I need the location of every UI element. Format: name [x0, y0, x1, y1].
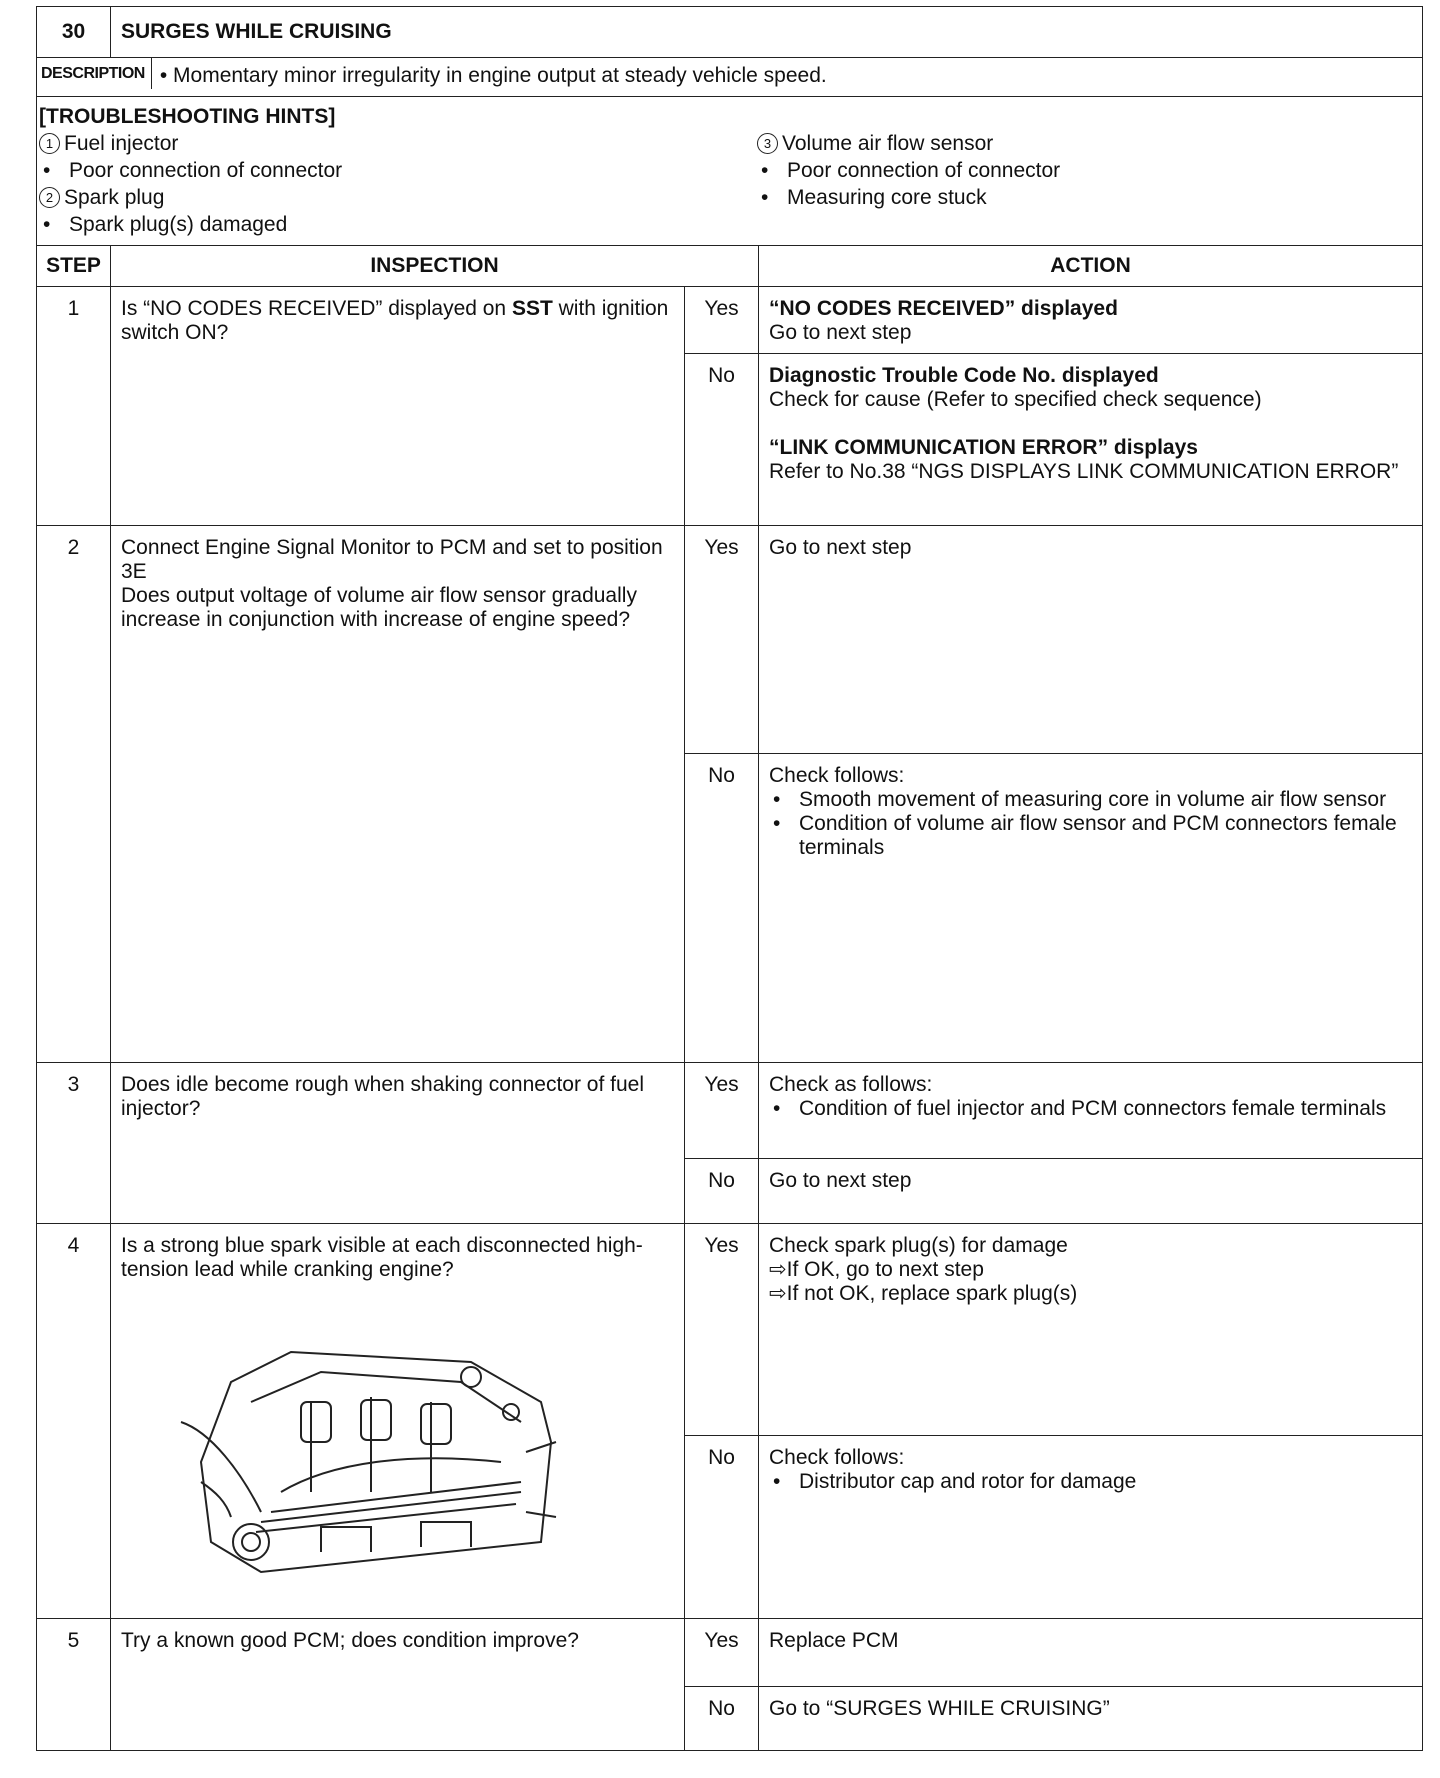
step-number: 5: [37, 1619, 111, 1751]
header-row: [37, 7, 1423, 58]
circled-number: 1: [39, 133, 60, 154]
circled-number: 3: [757, 133, 778, 154]
arrow-right-icon: ⇨: [769, 1282, 787, 1305]
table-row: [37, 526, 1423, 754]
description-label: DESCRIPTION: [37, 58, 152, 89]
inspection-cell: Is a strong blue spark visible at each disconnected high-tension lead while cranking engine?: [111, 1224, 685, 1619]
action-cell: Check spark plug(s) for damage ⇨If OK, go to next step ⇨If not OK, replace spark plug(s): [759, 1224, 1423, 1436]
step-column-header: STEP: [37, 246, 111, 287]
hints-row: [37, 97, 1423, 246]
engine-diagram: [171, 1342, 561, 1582]
hint-detail: • Measuring core stuck: [757, 184, 1060, 211]
hint-item: 2 Spark plug: [39, 184, 342, 211]
step-number: 1: [37, 287, 111, 526]
troubleshooting-table: [36, 6, 1423, 1751]
circled-number: 2: [39, 187, 60, 208]
no-label: No: [685, 1436, 759, 1619]
yes-label: Yes: [685, 287, 759, 354]
no-label: No: [685, 354, 759, 526]
inspection-cell: Try a known good PCM; does condition improve?: [111, 1619, 685, 1751]
description-text: • Momentary minor irregularity in engine output at steady vehicle speed.: [159, 64, 827, 87]
no-label: No: [685, 1687, 759, 1751]
yes-label: Yes: [685, 526, 759, 754]
step-number: 4: [37, 1224, 111, 1619]
action-cell: Go to “SURGES WHILE CRUISING”: [759, 1687, 1423, 1751]
column-header-row: [37, 246, 1423, 287]
table-row: [37, 1619, 1423, 1687]
table-row: [37, 1063, 1423, 1159]
inspection-column-header: INSPECTION: [111, 246, 759, 287]
table-row: [37, 287, 1423, 354]
action-cell: “NO CODES RECEIVED” displayed Go to next step: [759, 287, 1423, 354]
yes-label: Yes: [685, 1063, 759, 1159]
action-column-header: ACTION: [759, 246, 1423, 287]
yes-label: Yes: [685, 1619, 759, 1687]
no-label: No: [685, 1159, 759, 1224]
arrow-right-icon: ⇨: [769, 1258, 787, 1281]
hint-detail: • Spark plug(s) damaged: [39, 211, 342, 238]
inspection-cell: Is “NO CODES RECEIVED” displayed on SST with ignition switch ON?: [111, 287, 685, 526]
inspection-cell: Connect Engine Signal Monitor to PCM and set to position 3E Does output voltage of volume air flow sensor gradually increase in conjunction with increase of engine speed?: [111, 526, 685, 1063]
hint-item: 3 Volume air flow sensor: [757, 130, 1060, 157]
yes-label: Yes: [685, 1224, 759, 1436]
action-cell: Replace PCM: [759, 1619, 1423, 1687]
step-number: 3: [37, 1063, 111, 1224]
table-row: [37, 1224, 1423, 1436]
hint-item: 1 Fuel injector: [39, 130, 342, 157]
no-label: No: [685, 754, 759, 1063]
procedure-title: SURGES WHILE CRUISING: [111, 7, 1423, 58]
description-row: [37, 58, 1423, 97]
action-cell: Diagnostic Trouble Code No. displayed Check for cause (Refer to specified check sequence) “LINK COMMUNICATION ERROR” displays Refer to No.38 “NGS DISPLAYS LINK COMMUNICATION ERROR”: [759, 354, 1423, 526]
step-number: 2: [37, 526, 111, 1063]
procedure-number: 30: [37, 7, 111, 58]
action-cell: Check as follows: • Condition of fuel injector and PCM connectors female terminals: [759, 1063, 1423, 1159]
action-cell: Check follows: • Smooth movement of measuring core in volume air flow sensor • Condition of volume air flow sensor and PCM connectors female terminals: [759, 754, 1423, 1063]
action-cell: Go to next step: [759, 1159, 1423, 1224]
troubleshooting-page: [36, 6, 1422, 1751]
action-cell: Check follows: • Distributor cap and rotor for damage: [759, 1436, 1423, 1619]
hints-title: [TROUBLESHOOTING HINTS]: [39, 105, 336, 128]
hint-detail: • Poor connection of connector: [39, 157, 342, 184]
action-cell: Go to next step: [759, 526, 1423, 754]
hint-detail: • Poor connection of connector: [757, 157, 1060, 184]
inspection-cell: Does idle become rough when shaking connector of fuel injector?: [111, 1063, 685, 1224]
troubleshooting-hints: [37, 97, 1423, 246]
